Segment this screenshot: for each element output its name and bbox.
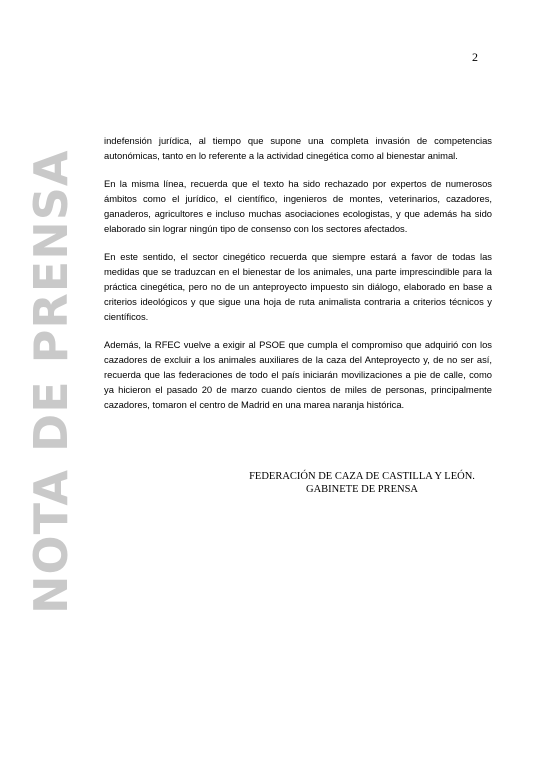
page-number: 2 [472, 50, 478, 64]
paragraph: Además, la RFEC vuelve a exigir al PSOE que cumpla el compromiso que adquirió con los cazadores de excluir a los animales auxiliares de la caza del Anteproyecto y, de no ser así, recuerda que las federaciones de todo el país iniciarán movilizaciones a pie de calle, como ya hicieron el pasado 20 de marzo cuando cientos de miles de personas, principalmente cazadores, tomaron el centro de Madrid en una marea naranja histórica. [104, 339, 492, 410]
paragraph: En este sentido, el sector cinegético recuerda que siempre estará a favor de todas las medidas que se traduzcan en el bienestar de los animales, una parte imprescindible para la práctica cinegética, pero no de un anteproyecto impuesto sin diálogo, elaborado en base a criterios ideológicos y que sigue una hoja de ruta animalista contraria a criterios técnicos y científicos. [104, 251, 492, 322]
signature-department: GABINETE DE PRENSA [306, 484, 418, 495]
paragraph: En la misma línea, recuerda que el texto ha sido rechazado por expertos de numerosos ámbitos como el jurídico, el científico, ingenieros de montes, veterinarios, cazadores, ganaderos, agricultores e incluso muchas asociaciones ecologistas, y que además ha sido elaborado sin lograr ningún tipo de consenso con los sectores afectados. [104, 178, 492, 234]
press-release-body [104, 133, 492, 425]
nota-de-prensa-watermark: NOTA DE PRENSA [24, 149, 78, 614]
signature-block [220, 470, 504, 496]
paragraph: indefensión jurídica, al tiempo que supone una completa invasión de competencias autonómicas, tanto en lo referente a la actividad cinegética como al bienestar animal. [104, 135, 492, 161]
signature-organization: FEDERACIÓN DE CAZA DE CASTILLA Y LEÓN. [249, 471, 475, 482]
